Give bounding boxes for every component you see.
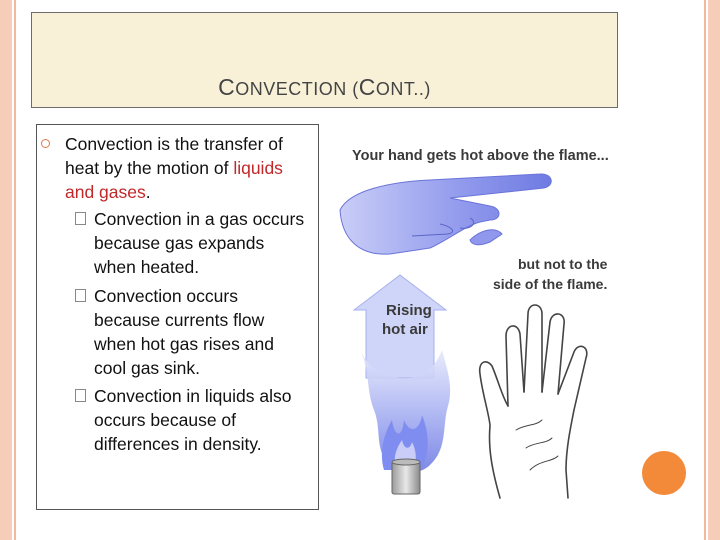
caption-top: Your hand gets hot above the flame... — [352, 148, 609, 164]
checkbox-bullet-icon — [75, 389, 86, 402]
caption-side-line2: side of the flame. — [493, 276, 608, 292]
title-box — [31, 12, 618, 108]
main-bullet-text: Convection is the transfer of heat by the motion of — [65, 134, 283, 178]
checkbox-bullet-icon — [75, 212, 86, 225]
arrow-label-line2: hot air — [382, 321, 428, 338]
bullet-circle-icon — [41, 139, 50, 148]
left-border-band — [0, 0, 12, 540]
sub-bullet-text: Convection occurs because currents flow when hot gas rises and cool gas sink. — [94, 286, 274, 378]
sub-bullet-text: Convection in liquids also occurs because of differences in density. — [94, 386, 292, 454]
hot-hand-icon — [340, 174, 551, 254]
main-bullet — [50, 132, 305, 204]
burner-icon — [392, 459, 420, 494]
checkbox-bullet-icon — [75, 289, 86, 302]
sub-bullet — [75, 207, 305, 279]
main-bullet-highlight: liquids and gases — [65, 158, 283, 202]
arrow-label-line1: Rising — [386, 302, 432, 319]
decorative-orange-circle — [642, 451, 686, 495]
sub-bullet-text: Convection in a gas occurs because gas expands when heated. — [94, 209, 305, 277]
convection-illustration — [330, 130, 650, 510]
sub-bullet — [75, 284, 305, 380]
cool-hand-icon — [480, 305, 587, 498]
caption-side-line1: but not to the — [518, 256, 608, 272]
right-border-band — [708, 0, 720, 540]
sub-bullet — [75, 384, 305, 456]
right-border-rule — [704, 0, 706, 540]
left-border-rule — [14, 0, 16, 540]
slide-title: CONVECTION (CONT..) — [218, 74, 431, 100]
main-bullet-period: . — [145, 182, 151, 202]
